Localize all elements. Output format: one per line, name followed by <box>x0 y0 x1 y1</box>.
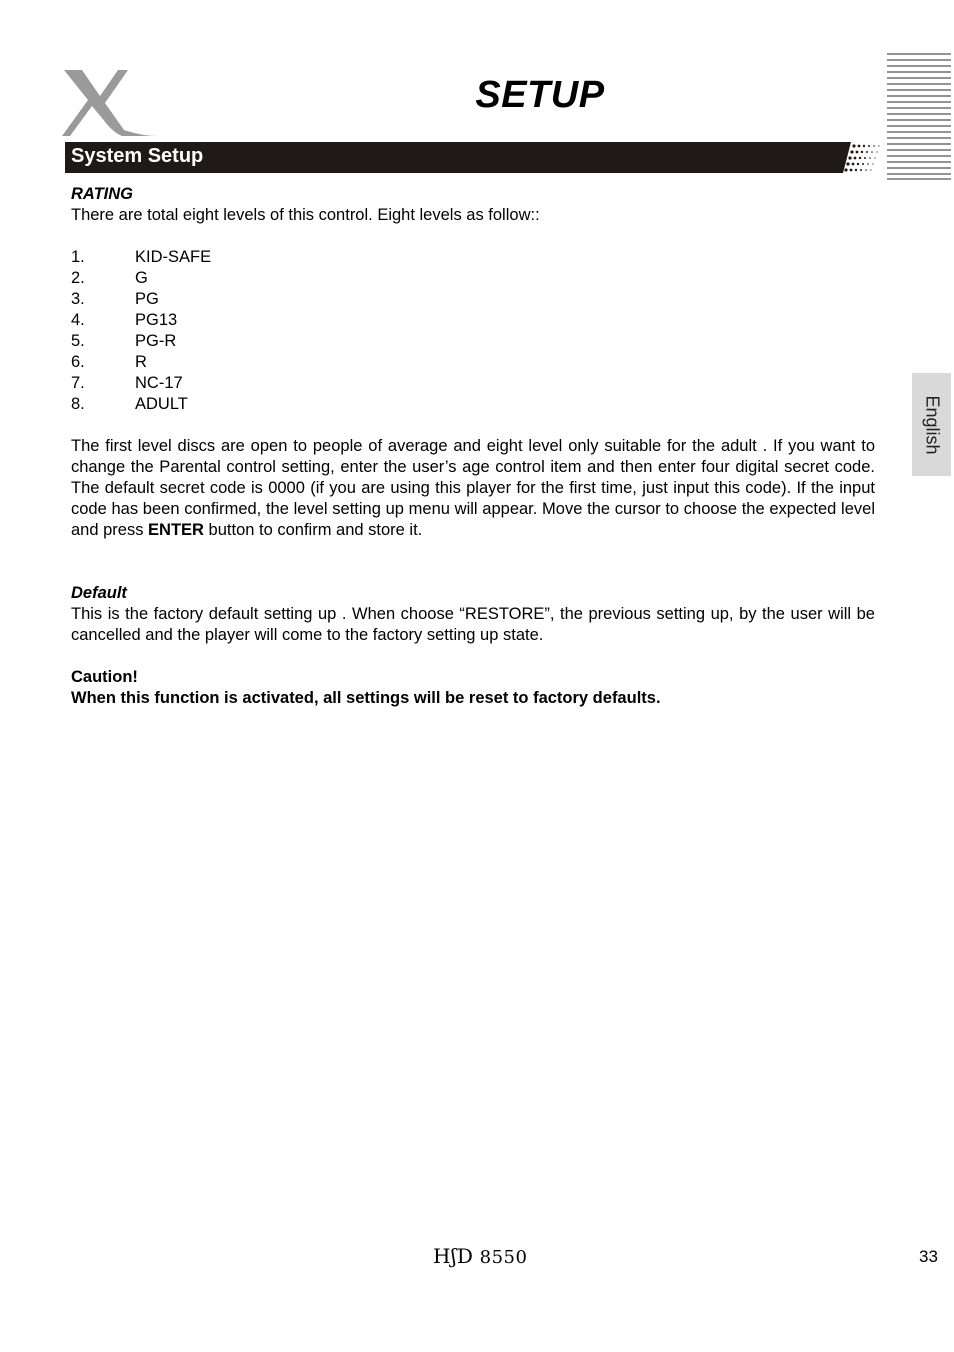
list-item: 5. PG-R <box>71 332 177 350</box>
rating-intro: There are total eight levels of this control. Eight levels as follow:: <box>71 206 540 224</box>
list-item: 3. PG <box>71 290 159 308</box>
list-item: 2. G <box>71 269 148 287</box>
list-item: 4. PG13 <box>71 311 178 329</box>
main-content <box>71 184 875 709</box>
list-item: 7. NC-17 <box>71 374 183 392</box>
default-body: This is the factory default setting up . When choose “RESTORE”, the previous setting up, by the user will be cancelled and the player will come to the factory setting up state. <box>71 605 875 644</box>
rating-level-list <box>71 247 875 415</box>
caution-body: When this function is activated, all settings will be reset to factory defaults. <box>71 689 661 707</box>
rating-body: The first level discs are open to people of average and eight level only suitable for the adult . If you want to change the Parental control setting, enter the user’s age control item and then enter four digital secret code. The default secret code is 0000 (if you are using this player for the first time, just input this code). If the input code has been confirmed, the level setting up menu will appear. Move the cursor to choose the expected level and press ENTER button to confirm and store it. <box>71 437 875 539</box>
list-item: 8. ADULT <box>71 395 188 413</box>
list-item: 6. R <box>71 353 147 371</box>
decorative-stripes <box>887 52 951 180</box>
page-title: SETUP <box>475 74 605 116</box>
rating-heading: RATING <box>71 185 134 203</box>
bar-dot-pattern <box>843 142 883 173</box>
list-item: 1. KID-SAFE <box>71 248 212 266</box>
section-title: System Setup <box>71 145 204 167</box>
language-tab-label: English <box>922 394 942 455</box>
model-name: HʃD 8550 <box>433 1244 528 1268</box>
enter-key-label: ENTER <box>148 521 204 539</box>
caution-heading: Caution! <box>71 668 138 686</box>
section-header-bar <box>65 142 883 173</box>
page-number: 33 <box>919 1247 938 1266</box>
language-tab <box>912 373 951 476</box>
default-heading: Default <box>71 584 127 602</box>
